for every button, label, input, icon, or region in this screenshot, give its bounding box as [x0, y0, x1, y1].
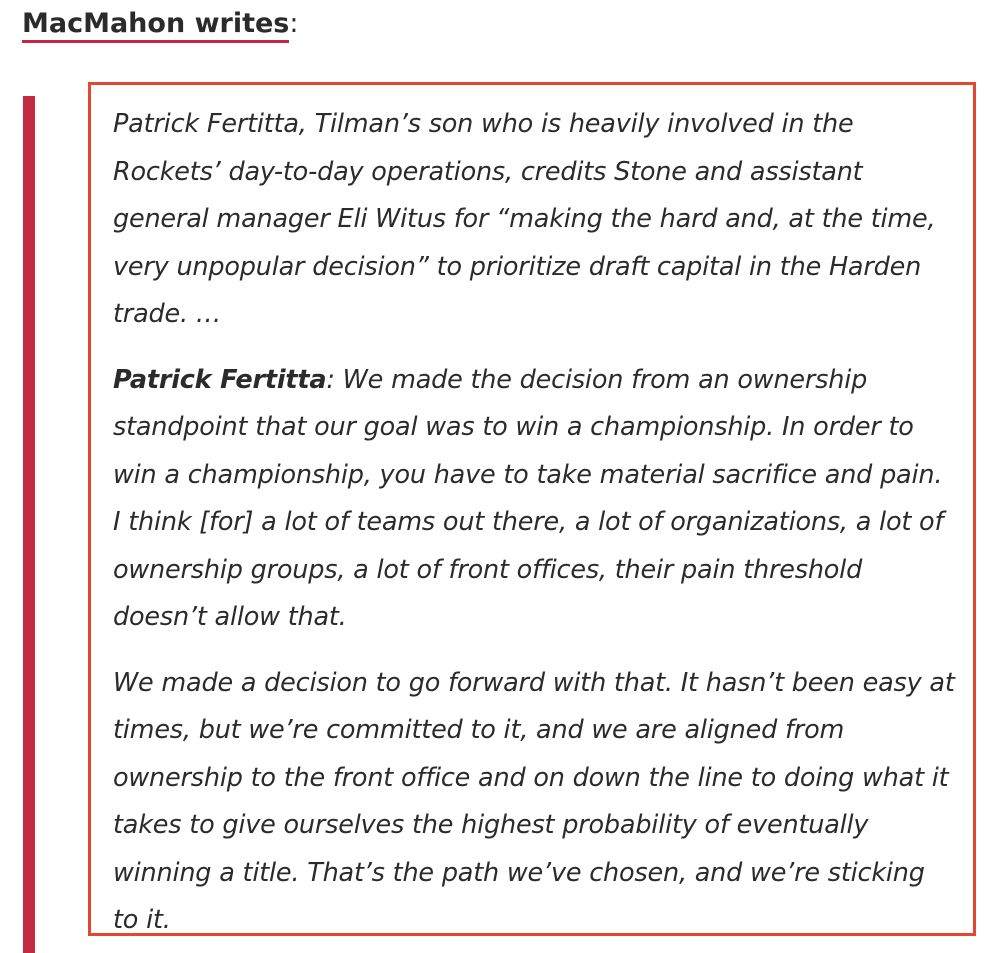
byline-colon: :: [289, 8, 299, 39]
byline: [22, 4, 299, 44]
quote-paragraph-3: We made a decision to go forward with that. It hasn’t been easy at times, but we’re committed to it, and we are aligned from ownership to the front office and on down the line to doing what it takes to give ourselves the highest probability of eventually winning a title. That’s the path we’ve chosen, and we’re sticking to it.: [113, 667, 955, 935]
blockquote-accent-bar: [23, 96, 35, 953]
quote-paragraph-1: Patrick Fertitta, Tilman’s son who is heavily involved in the Rockets’ day-to-day operations, credits Stone and assistant general manager Eli Witus for “making the hard and, at the time, very unpopular decision” to prioritize draft capital in the Harden trade. …: [113, 109, 936, 329]
blockquote: [88, 82, 976, 936]
quote-paragraph-2: [113, 357, 955, 642]
author-link[interactable]: MacMahon writes: [22, 8, 289, 43]
speaker-name: Patrick Fertitta: [113, 364, 327, 395]
speaker-quote-text: : We made the decision from an ownership standpoint that our goal was to win a championship. In order to win a championship, you have to take material sacrifice and pain. I think [for] a lot of teams out there, a lot of organizations, a lot of ownership groups, a lot of front offices, their pain threshold doesn’t allow that.: [113, 364, 944, 632]
